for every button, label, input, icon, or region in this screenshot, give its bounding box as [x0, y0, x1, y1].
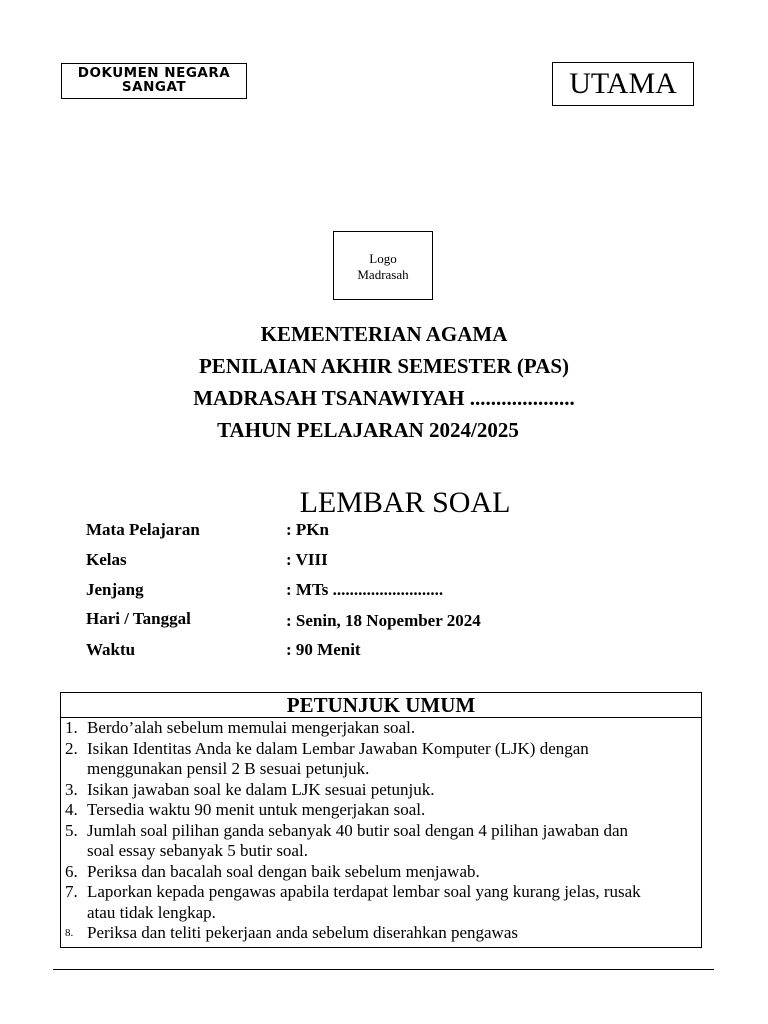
list-item-number: 7. [65, 882, 78, 901]
bottom-divider [53, 969, 714, 970]
version-badge: UTAMA [552, 62, 694, 106]
list-item [61, 821, 701, 862]
list-item-number: 2. [65, 738, 78, 758]
list-item-number: 5. [65, 820, 78, 840]
badge-divider [62, 98, 246, 99]
info-label-class: Kelas [86, 550, 127, 569]
info-label-subject: Mata Pelajaran [86, 520, 200, 539]
info-label-level: Jenjang [86, 580, 144, 599]
list-item-text: Periksa dan teliti pekerjaan anda sebelum diserahkan pengawas [87, 923, 518, 942]
list-item-number: 6. [65, 861, 78, 881]
info-value-level: : MTs .......................... [286, 580, 444, 599]
list-item-text: Isikan jawaban soal ke dalam LJK sesuai petunjuk. [87, 779, 435, 799]
list-item [61, 800, 701, 821]
list-item [61, 780, 701, 801]
instructions-title: PETUNJUK UMUM [61, 693, 701, 718]
logo-placeholder-text: Logo Madrasah [357, 251, 409, 282]
info-value-subject: : PKn [286, 520, 329, 539]
list-item-text: Laporkan kepada pengawas apabila terdapat lembar soal yang kurang jelas, rusak atau tidak lengkap. [87, 882, 641, 922]
sheet-title: LEMBAR SOAL [299, 486, 511, 519]
list-item-text: Isikan Identitas Anda ke dalam Lembar Jawaban Komputer (LJK) dengan menggunakan pensil 2 B sesuai petunjuk. [87, 738, 589, 778]
list-item [61, 739, 701, 780]
exam-title: PENILAIAN AKHIR SEMESTER (PAS) [198, 354, 570, 378]
classification-text: DOKUMEN NEGARA SANGAT [77, 65, 231, 95]
info-value-class: : VIII [286, 550, 328, 569]
info-label-date: Hari / Tanggal [86, 609, 191, 628]
school-title: MADRASAH TSANAWIYAH .................... [193, 386, 575, 410]
list-item-number: 3. [65, 779, 78, 799]
instructions-box [60, 692, 702, 948]
info-value-duration: : 90 Menit [286, 640, 361, 659]
list-item-text: Berdo’alah sebelum memulai mengerjakan soal. [87, 718, 416, 737]
list-item-text: Jumlah soal pilihan ganda sebanyak 40 butir soal dengan 4 pilihan jawaban dan soal essay sebanyak 5 butir soal. [87, 820, 629, 860]
academic-year: TAHUN PELAJARAN 2024/2025 [217, 418, 519, 442]
info-value-date: : Senin, 18 Nopember 2024 [286, 611, 481, 630]
list-item [61, 923, 701, 944]
ministry-title: KEMENTERIAN AGAMA [260, 322, 508, 346]
list-item [61, 862, 701, 883]
list-item-number: 4. [65, 800, 78, 819]
list-item [61, 718, 701, 739]
list-item-number: 1. [65, 718, 78, 737]
logo-placeholder [333, 231, 433, 300]
instructions-list [61, 718, 701, 944]
list-item-text: Tersedia waktu 90 menit untuk mengerjakan soal. [87, 800, 426, 819]
list-item-text: Periksa dan bacalah soal dengan baik sebelum menjawab. [87, 861, 480, 881]
classification-badge [61, 63, 247, 99]
list-item [61, 882, 701, 923]
info-label-duration: Waktu [86, 640, 136, 659]
list-item-number: 8. [65, 927, 74, 939]
